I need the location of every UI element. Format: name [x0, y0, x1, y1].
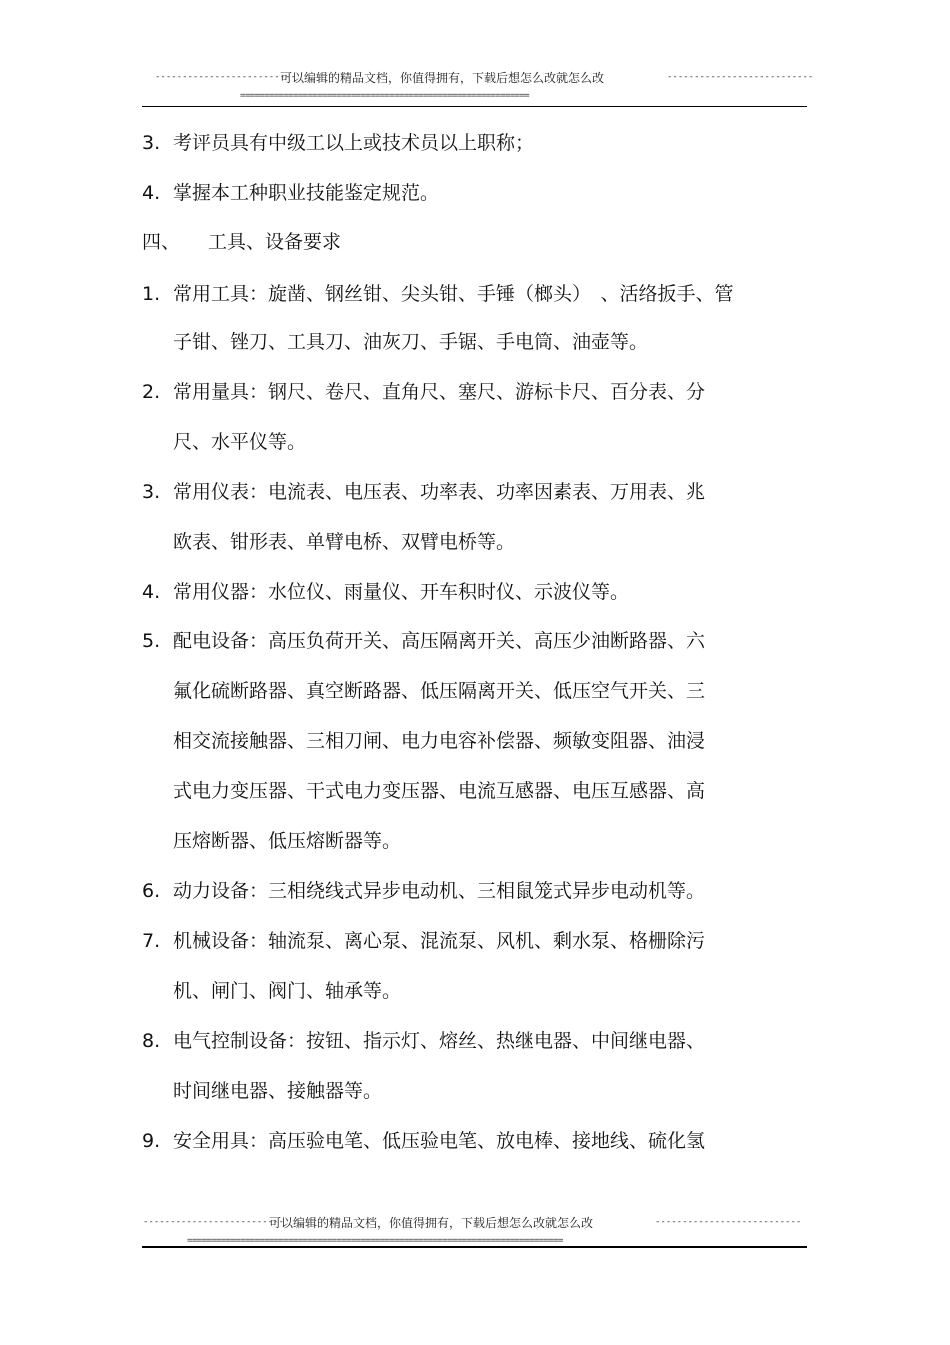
item-continuation: 时间继电器、接触器等。: [173, 1080, 383, 1102]
list-item: [142, 581, 629, 603]
item-text: 常用仪器：水位仪、雨量仪、开车积时仪、示波仪等。: [173, 581, 630, 603]
list-item: [142, 1030, 705, 1052]
item-number: 3.: [142, 132, 161, 154]
list-item: [142, 283, 734, 305]
list-item: [142, 381, 705, 403]
item-number: 3.: [142, 481, 161, 503]
item-number: 1.: [142, 283, 161, 305]
item-continuation: 式电力变压器、干式电力变压器、电流互感器、电压互感器、高: [173, 780, 706, 802]
item-text: 动力设备：三相绕线式异步电动机、三相鼠笼式异步电动机等。: [173, 880, 706, 902]
list-item: [142, 481, 705, 503]
item-continuation: 子钳、锉刀、工具刀、油灰刀、手锯、手电筒、油壶等。: [173, 331, 649, 353]
item-continuation: 氟化硫断路器、真空断路器、低压隔离开关、低压空气开关、三: [173, 680, 706, 702]
item-number: 6.: [142, 880, 161, 902]
footer-rule: [142, 1246, 807, 1248]
item-number: 4.: [142, 581, 161, 603]
item-number: 4.: [142, 182, 161, 204]
footer-text: 可以编辑的精品文档，你值得拥有，下载后想怎么改就怎么改: [269, 1216, 594, 1230]
item-number: 2.: [142, 381, 161, 403]
item-continuation: 机、闸门、阀门、轴承等。: [173, 980, 402, 1002]
list-item: [142, 630, 705, 652]
item-text: 考评员具有中级工以上或技术员以上职称；: [173, 132, 535, 154]
item-text: 常用量具：钢尺、卷尺、直角尺、塞尺、游标卡尺、百分表、分: [173, 381, 706, 403]
item-text: 常用工具：旋凿、钢丝钳、尖头钳、手锤（榔头） 、活络扳手、管: [173, 283, 734, 305]
header-text: 可以编辑的精品文档，你值得拥有，下载后想怎么改就怎么改: [280, 71, 605, 85]
footer-dash-left: --------------------------: [143, 1217, 284, 1227]
header-dash-left: --------------------------: [155, 72, 296, 82]
item-text: 安全用具：高压验电笔、低压验电笔、放电棒、接地线、硫化氢: [173, 1130, 706, 1152]
section-title: 工具、设备要求: [208, 231, 342, 253]
section-number: 四、: [142, 231, 181, 253]
item-number: 8.: [142, 1030, 161, 1052]
list-item: [142, 1130, 705, 1152]
header-equals: ============================================================: [240, 91, 530, 101]
item-number: 7.: [142, 930, 161, 952]
item-text: 配电设备：高压负荷开关、高压隔离开关、高压少油断路器、六: [173, 630, 706, 652]
item-continuation: 尺、水平仪等。: [173, 431, 307, 453]
header-dash-right: ---------------------------: [667, 72, 814, 82]
footer-equals: ==============================================================================: [187, 1236, 563, 1246]
list-item: [142, 182, 439, 204]
item-number: 5.: [142, 630, 161, 652]
list-item: [142, 132, 534, 154]
item-text: 电气控制设备：按钮、指示灯、熔丝、热继电器、中间继电器、: [173, 1030, 706, 1052]
list-item: [142, 880, 705, 902]
item-continuation: 相交流接触器、三相刀闸、电力电容补偿器、频敏变阻器、油浸: [173, 730, 706, 752]
footer-dash-right: ---------------------------: [655, 1217, 802, 1227]
item-text: 掌握本工种职业技能鉴定规范。: [173, 182, 440, 204]
item-text: 机械设备：轴流泵、离心泵、混流泵、风机、剩水泵、格栅除污: [173, 930, 706, 952]
item-continuation: 欧表、钳形表、单臂电桥、双臂电桥等。: [173, 531, 516, 553]
list-item: [142, 930, 705, 952]
item-number: 9.: [142, 1130, 161, 1152]
item-continuation: 压熔断器、低压熔断器等。: [173, 830, 402, 852]
section-heading: [142, 231, 341, 253]
item-text: 常用仪表：电流表、电压表、功率表、功率因素表、万用表、兆: [173, 481, 706, 503]
header-rule: [142, 106, 807, 107]
